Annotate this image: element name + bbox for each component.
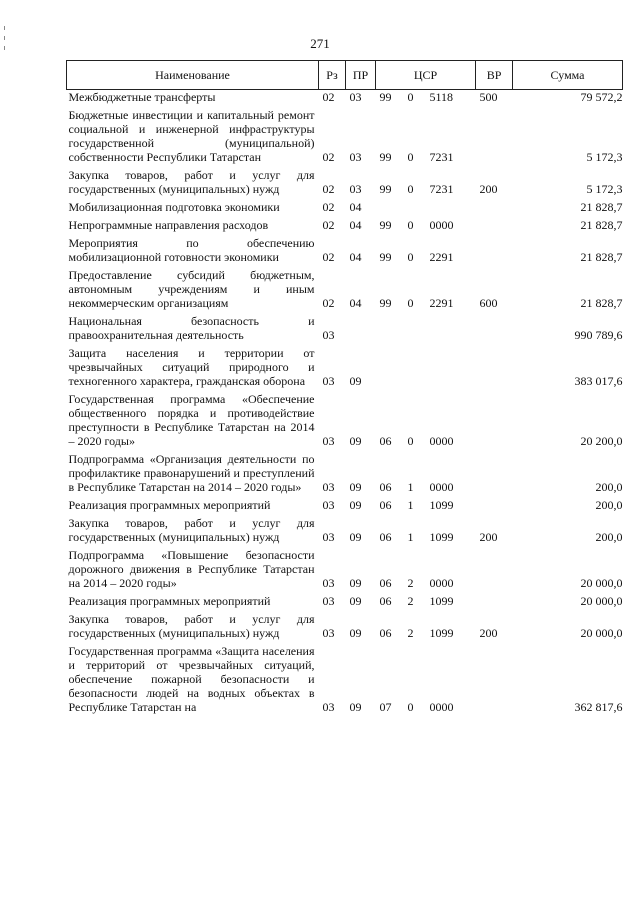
row-csr-direction: 1099 — [429, 530, 454, 544]
row-csr-subprogram: 1 — [407, 480, 414, 494]
row-pr: 04 — [349, 296, 362, 310]
table-row — [67, 498, 623, 516]
table-row — [67, 452, 623, 498]
row-vr — [476, 594, 513, 612]
row-csr-direction — [426, 314, 476, 346]
budget-table — [66, 60, 623, 718]
header-vr: ВР — [476, 61, 513, 90]
row-pr: 03 — [349, 90, 362, 104]
table-row — [67, 236, 623, 268]
table-row — [67, 314, 623, 346]
row-pr: 09 — [349, 576, 362, 590]
row-csr-program: 07 — [379, 700, 392, 714]
row-sum: 362 817,6 — [574, 700, 623, 714]
row-csr-direction: 7231 — [429, 182, 454, 196]
row-csr-program: 06 — [379, 626, 392, 640]
header-name: Наименование — [67, 61, 319, 90]
row-csr-program — [376, 200, 404, 218]
row-csr-subprogram: 0 — [407, 434, 414, 448]
row-rz: 03 — [322, 626, 335, 640]
header-sum: Сумма — [513, 61, 623, 90]
row-csr-direction: 5118 — [429, 90, 454, 104]
row-csr-direction: 1099 — [429, 594, 454, 608]
table-row — [67, 594, 623, 612]
row-csr-program: 06 — [379, 530, 392, 544]
row-rz: 03 — [322, 700, 335, 714]
row-csr-subprogram — [404, 314, 426, 346]
row-rz: 03 — [322, 498, 335, 512]
row-vr: 200 — [479, 182, 498, 196]
scan-margin-marks — [4, 20, 10, 56]
row-csr-subprogram: 1 — [407, 498, 414, 512]
row-name: Бюджетные инвестиции и капитальный ремонт социальной и инженерной инфраструктуры государственной (муниципальной) собственности Республики Татарстан — [68, 108, 315, 164]
row-pr: 09 — [349, 530, 362, 544]
row-csr-program: 99 — [379, 182, 392, 196]
table-row — [67, 268, 623, 314]
row-csr-direction: 7231 — [429, 150, 454, 164]
row-rz: 03 — [322, 328, 335, 342]
row-csr-subprogram — [404, 200, 426, 218]
table-row — [67, 516, 623, 548]
row-csr-direction — [426, 200, 476, 218]
table-row — [67, 548, 623, 594]
header-csr: ЦСР — [376, 61, 476, 90]
row-pr: 04 — [349, 250, 362, 264]
row-name: Предоставление субсидий бюджетным, автономным учреждениям и иным некоммерческим организациям — [68, 268, 315, 310]
row-sum: 79 572,2 — [580, 90, 623, 104]
row-vr — [476, 314, 513, 346]
row-name: Закупка товаров, работ и услуг для государственных (муниципальных) нужд — [68, 612, 315, 640]
row-rz: 02 — [322, 150, 335, 164]
row-sum: 20 000,0 — [580, 626, 623, 640]
row-sum: 990 789,6 — [574, 328, 623, 342]
row-vr — [476, 218, 513, 236]
table-row — [67, 218, 623, 236]
table-row — [67, 346, 623, 392]
row-rz: 03 — [322, 434, 335, 448]
table-row — [67, 392, 623, 452]
row-csr-program: 99 — [379, 250, 392, 264]
header-rz: Рз — [319, 61, 346, 90]
table-row — [67, 200, 623, 218]
row-vr — [476, 452, 513, 498]
row-rz: 03 — [322, 530, 335, 544]
row-csr-subprogram: 0 — [407, 182, 414, 196]
row-pr: 09 — [349, 594, 362, 608]
row-sum: 383 017,6 — [574, 374, 623, 388]
row-sum: 200,0 — [595, 480, 623, 494]
row-pr: 04 — [349, 218, 362, 232]
table-header — [67, 61, 623, 90]
row-csr-subprogram: 2 — [407, 626, 414, 640]
row-csr-direction: 0000 — [429, 480, 454, 494]
row-name: Мероприятия по обеспечению мобилизационной готовности экономики — [68, 236, 315, 264]
row-name: Подпрограмма «Организация деятельности по профилактике правонарушений и преступлений в Республике Татарстан на 2014 – 2020 годы» — [68, 452, 315, 494]
row-csr-program: 99 — [379, 90, 392, 104]
row-csr-program: 06 — [379, 498, 392, 512]
row-csr-direction: 0000 — [429, 218, 454, 232]
row-csr-program: 99 — [379, 218, 392, 232]
row-csr-subprogram: 0 — [407, 90, 414, 104]
row-pr: 09 — [349, 700, 362, 714]
row-pr: 09 — [349, 626, 362, 640]
row-vr — [476, 392, 513, 452]
row-sum: 21 828,7 — [580, 218, 623, 232]
row-rz: 02 — [322, 296, 335, 310]
row-sum: 21 828,7 — [580, 250, 623, 264]
row-name: Защита населения и территории от чрезвычайных ситуаций природного и техногенного характера, гражданская оборона — [68, 346, 315, 388]
row-csr-subprogram: 2 — [407, 594, 414, 608]
row-csr-subprogram: 0 — [407, 700, 414, 714]
row-pr: 09 — [349, 498, 362, 512]
row-sum: 21 828,7 — [580, 296, 623, 310]
row-sum: 20 200,0 — [580, 434, 623, 448]
row-csr-direction: 0000 — [429, 434, 454, 448]
table-row — [67, 168, 623, 200]
table-row — [67, 108, 623, 168]
row-csr-subprogram: 0 — [407, 296, 414, 310]
row-vr — [476, 346, 513, 392]
row-csr-subprogram — [404, 346, 426, 392]
row-name: Подпрограмма «Повышение безопасности дорожного движения в Республике Татарстан на 2014 – 2020 годы» — [68, 548, 315, 590]
row-sum: 5 172,3 — [586, 150, 623, 164]
row-name: Государственная программа «Защита населения и территорий от чрезвычайных ситуаций, обеспечение пожарной безопасности и безопасности людей на водных объектах в Республике Татарстан на — [68, 644, 315, 714]
row-csr-program: 06 — [379, 480, 392, 494]
row-name: Межбюджетные трансферты — [68, 90, 216, 104]
row-sum: 200,0 — [595, 498, 623, 512]
row-pr: 03 — [349, 182, 362, 196]
row-csr-program — [376, 346, 404, 392]
row-csr-subprogram: 0 — [407, 218, 414, 232]
row-csr-program: 99 — [379, 150, 392, 164]
row-pr: 09 — [349, 480, 362, 494]
row-name: Реализация программных мероприятий — [68, 594, 271, 608]
row-pr: 03 — [349, 150, 362, 164]
row-sum: 21 828,7 — [580, 200, 623, 214]
table-row — [67, 612, 623, 644]
row-pr: 09 — [349, 434, 362, 448]
row-sum: 20 000,0 — [580, 594, 623, 608]
row-vr — [476, 498, 513, 516]
row-csr-program — [376, 314, 404, 346]
row-csr-subprogram: 2 — [407, 576, 414, 590]
row-rz: 02 — [322, 200, 335, 214]
row-sum: 200,0 — [595, 530, 623, 544]
row-pr — [346, 314, 376, 346]
row-vr — [476, 548, 513, 594]
row-vr: 200 — [479, 530, 498, 544]
row-pr: 09 — [349, 374, 362, 388]
row-sum: 5 172,3 — [586, 182, 623, 196]
row-rz: 02 — [322, 250, 335, 264]
row-name: Государственная программа «Обеспечение общественного порядка и противодействие преступности в Республике Татарстан на 2014 – 2020 годы» — [68, 392, 315, 448]
row-csr-subprogram: 1 — [407, 530, 414, 544]
row-vr: 500 — [479, 90, 498, 104]
row-csr-direction: 0000 — [429, 576, 454, 590]
row-sum: 20 000,0 — [580, 576, 623, 590]
row-name: Закупка товаров, работ и услуг для государственных (муниципальных) нужд — [68, 168, 315, 196]
row-vr: 200 — [479, 626, 498, 640]
row-name: Закупка товаров, работ и услуг для государственных (муниципальных) нужд — [68, 516, 315, 544]
row-csr-program: 06 — [379, 434, 392, 448]
row-csr-program: 99 — [379, 296, 392, 310]
row-csr-direction: 2291 — [429, 250, 454, 264]
row-csr-direction: 0000 — [429, 700, 454, 714]
row-rz: 02 — [322, 182, 335, 196]
row-name: Мобилизационная подготовка экономики — [68, 200, 280, 214]
row-rz: 02 — [322, 218, 335, 232]
row-csr-direction: 1099 — [429, 498, 454, 512]
row-name: Реализация программных мероприятий — [68, 498, 271, 512]
row-vr — [476, 644, 513, 718]
table-body — [67, 90, 623, 719]
row-vr — [476, 236, 513, 268]
table-row — [67, 644, 623, 718]
row-rz: 03 — [322, 374, 335, 388]
row-rz: 02 — [322, 90, 335, 104]
header-pr: ПР — [346, 61, 376, 90]
row-name: Непрограммные направления расходов — [68, 218, 269, 232]
row-vr — [476, 108, 513, 168]
row-csr-program: 06 — [379, 576, 392, 590]
row-vr — [476, 200, 513, 218]
row-csr-direction: 2291 — [429, 296, 454, 310]
table-row — [67, 90, 623, 109]
page-number: 271 — [310, 36, 330, 51]
row-csr-subprogram: 0 — [407, 250, 414, 264]
row-rz: 03 — [322, 576, 335, 590]
row-csr-direction — [426, 346, 476, 392]
row-csr-subprogram: 0 — [407, 150, 414, 164]
row-vr: 600 — [479, 296, 498, 310]
row-csr-program: 06 — [379, 594, 392, 608]
row-rz: 03 — [322, 594, 335, 608]
row-csr-direction: 1099 — [429, 626, 454, 640]
row-pr: 04 — [349, 200, 362, 214]
row-name: Национальная безопасность и правоохранительная деятельность — [68, 314, 315, 342]
row-rz: 03 — [322, 480, 335, 494]
